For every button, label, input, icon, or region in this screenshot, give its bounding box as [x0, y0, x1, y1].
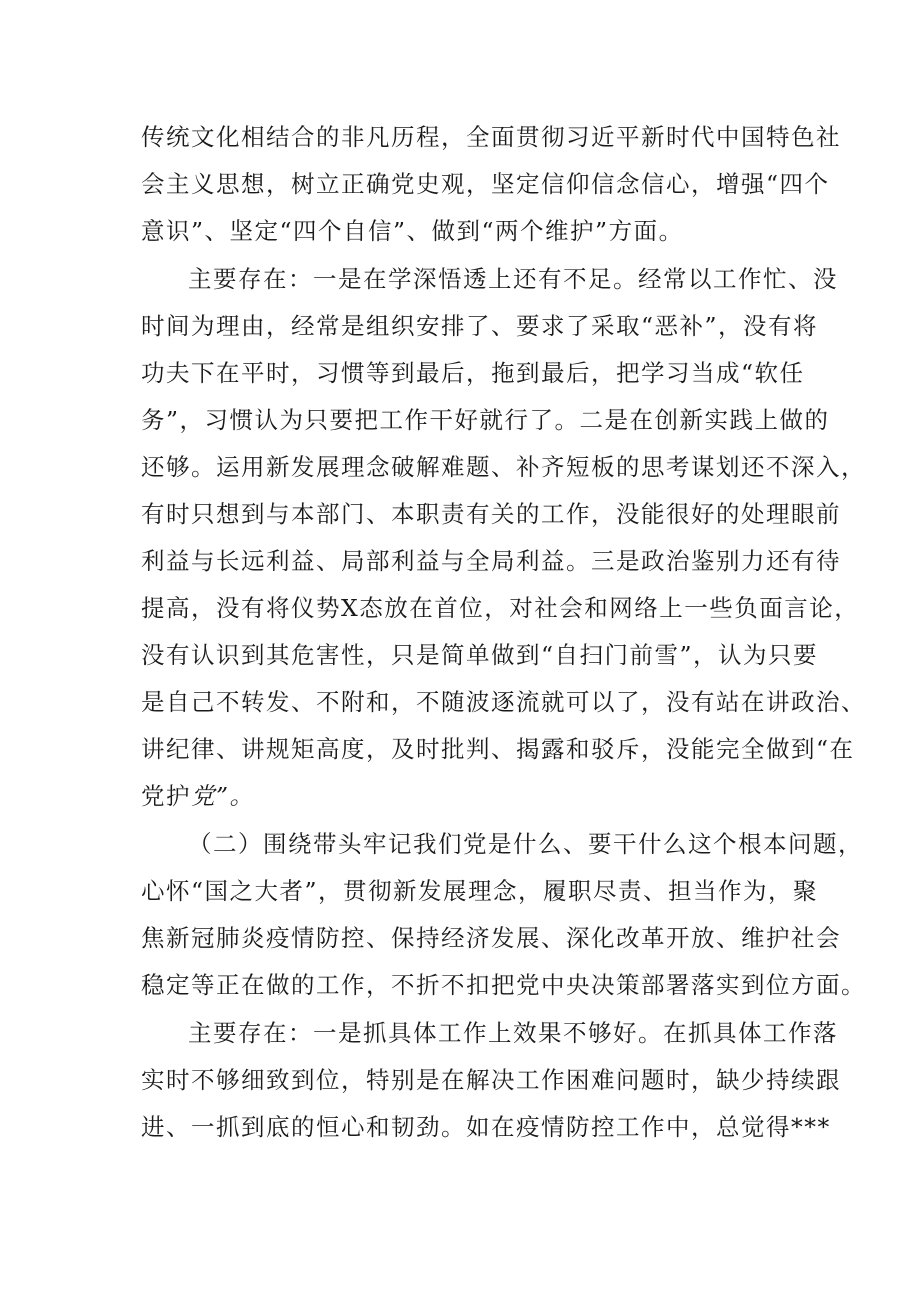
text-line: 利益与长远利益、局部利益与全局利益。三是政治鉴别力还有待 — [141, 547, 841, 575]
text-line: 心怀“国之大者”，贯彻新发展理念，履职尽责、担当作为，聚 — [141, 877, 819, 905]
text-fragment-italic: 党”。 — [191, 782, 255, 810]
text-line: 会主义思想，树立正确党史观，坚定信仰信念信心，增强“四个 — [141, 170, 830, 198]
text-line: 提高，没有将仪势X态放在首位，对社会和网络上一些负面言论， — [141, 594, 860, 622]
text-line: 焦新冠肺炎疫情防控、保持经济发展、深化改革开放、维护社会 — [141, 924, 841, 952]
text-line: 稳定等正在做的工作，不折不扣把党中央决策部署落实到位方面。 — [141, 971, 866, 999]
text-line: （二）围绕带头牢记我们党是什么、要干什么这个根本问题， — [188, 830, 863, 858]
text-line: 务”，习惯认为只要把工作干好就行了。二是在创新实践上做的 — [141, 406, 830, 434]
text-line: 主要存在：一是在学深悟透上还有不足。经常以工作忙、没 — [188, 265, 838, 293]
text-line: 讲纪律、讲规矩高度，及时批判、揭露和驳斥，没能完全做到“在 — [141, 735, 855, 763]
text-line: 进、一抓到底的恒心和韧劲。如在疫情防控工作中，总觉得*** — [141, 1113, 831, 1141]
text-line: 有时只想到与本部门、本职责有关的工作，没能很好的处理眼前 — [141, 500, 841, 528]
text-line: 功夫下在平时，习惯等到最后，拖到最后，把学习当成“软任 — [141, 359, 805, 387]
text-line: 还够。运用新发展理念破解难题、补齐短板的思考谋划还不深入， — [141, 453, 866, 481]
text-line: 时间为理由，经常是组织安排了、要求了采取“恶补”，没有将 — [141, 312, 819, 340]
text-fragment: 党护 — [141, 782, 191, 810]
text-line — [141, 782, 786, 810]
text-line: 意识”、坚定“四个自信”、做到“两个维护”方面。 — [141, 217, 684, 245]
text-line: 实时不够细致到位，特别是在解决工作困难问题时，缺少持续跟 — [141, 1066, 841, 1094]
text-line: 没有认识到其危害性，只是简单做到“自扫门前雪”，认为只要 — [141, 641, 819, 669]
text-line: 主要存在：一是抓具体工作上效果不够好。在抓具体工作落 — [188, 1019, 838, 1047]
text-line: 传统文化相结合的非凡历程，全面贯彻习近平新时代中国特色社 — [141, 123, 841, 151]
text-line: 是自己不转发、不附和，不随波逐流就可以了，没有站在讲政治、 — [141, 688, 866, 716]
